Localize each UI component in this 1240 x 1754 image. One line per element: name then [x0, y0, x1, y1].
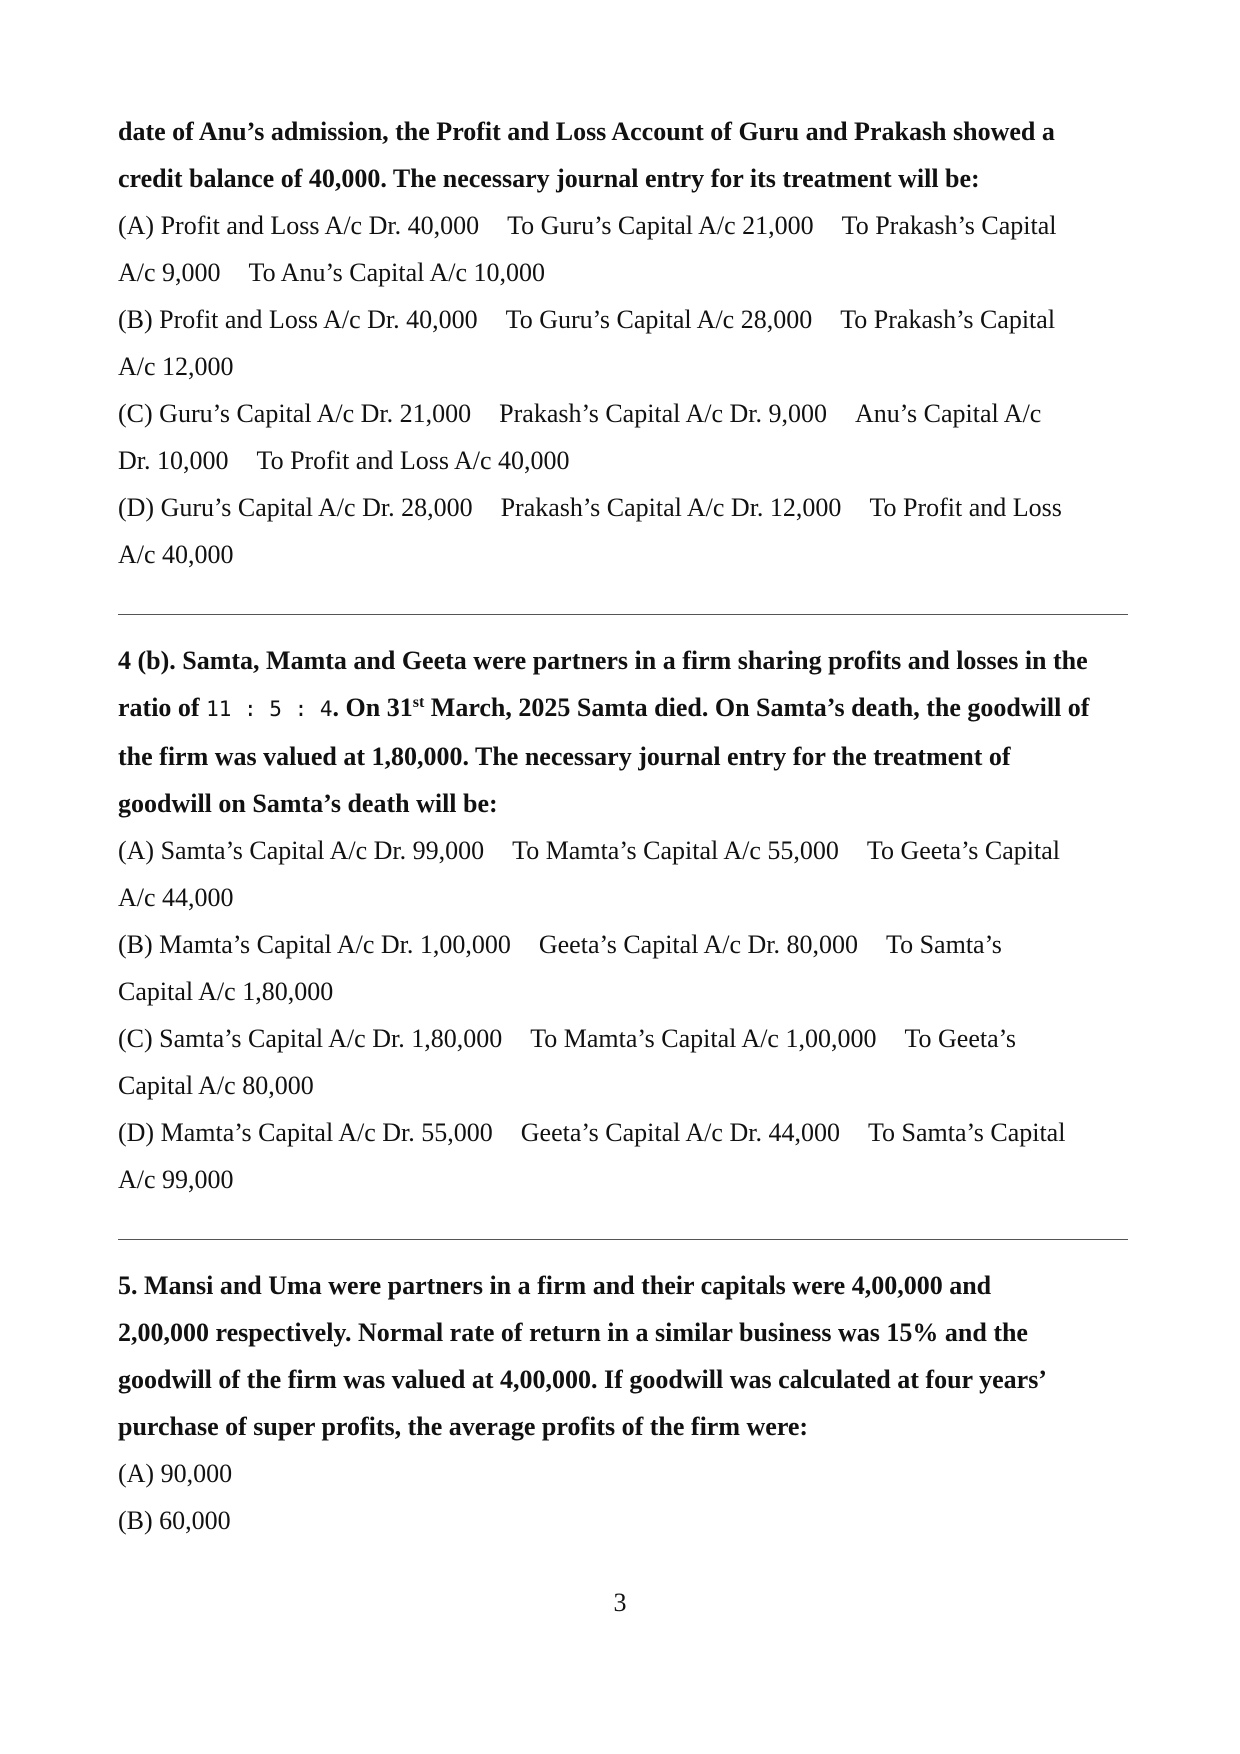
- ordinal-suffix: st: [412, 694, 425, 711]
- option-entry: Capital A/c 1,80,000: [118, 977, 334, 1006]
- option-entry: To Geeta’s Capital: [866, 836, 1061, 865]
- option-d: [118, 1109, 1128, 1156]
- option-entry: Mamta’s Capital A/c Dr. 1,00,000: [159, 930, 511, 959]
- option-entry: Prakash’s Capital A/c Dr. 12,000: [500, 493, 842, 522]
- question-divider: [118, 1239, 1128, 1240]
- option-label: (D): [118, 1118, 155, 1147]
- option-entry: To Prakash’s Capital: [841, 211, 1057, 240]
- option-entry: Guru’s Capital A/c Dr. 21,000: [159, 399, 472, 428]
- question-divider: [118, 614, 1128, 615]
- option-a: [118, 202, 1128, 249]
- question-text-line: purchase of super profits, the average profits of the firm were:: [118, 1412, 809, 1441]
- option-label: (C): [118, 399, 153, 428]
- option-entry: To Guru’s Capital A/c 28,000: [505, 305, 813, 334]
- option-entry: To Mamta’s Capital A/c 55,000: [512, 836, 839, 865]
- option-entry: Guru’s Capital A/c Dr. 28,000: [160, 493, 473, 522]
- question-5: [118, 1262, 1128, 1544]
- option-entry: To Anu’s Capital A/c 10,000: [248, 258, 545, 287]
- option-d-continued: [118, 531, 1128, 578]
- option-label: (A): [118, 1459, 155, 1488]
- option-label: (B): [118, 1506, 153, 1535]
- option-entry: Samta’s Capital A/c Dr. 1,80,000: [159, 1024, 503, 1053]
- question-4b: [118, 637, 1128, 1203]
- option-entry: Anu’s Capital A/c: [855, 399, 1042, 428]
- option-label: (A): [118, 836, 155, 865]
- option-entry: Capital A/c 80,000: [118, 1071, 314, 1100]
- question-3-tail: [118, 108, 1128, 578]
- page-content: [118, 108, 1128, 1544]
- option-entry: Dr. 10,000: [118, 446, 229, 475]
- option-b-continued: [118, 343, 1128, 390]
- option-b: [118, 296, 1128, 343]
- option-entry: To Guru’s Capital A/c 21,000: [507, 211, 814, 240]
- question-text-line: credit balance of 40,000. The necessary journal entry for its treatment will be:: [118, 164, 980, 193]
- option-c-continued: [118, 1062, 1128, 1109]
- option-entry: 60,000: [159, 1506, 231, 1535]
- option-b: [118, 921, 1128, 968]
- option-entry: Samta’s Capital A/c Dr. 99,000: [160, 836, 485, 865]
- option-entry: To Mamta’s Capital A/c 1,00,000: [530, 1024, 877, 1053]
- option-entry: Prakash’s Capital A/c Dr. 9,000: [499, 399, 828, 428]
- option-d: [118, 484, 1128, 531]
- question-text-fragment: . On 31: [332, 693, 413, 722]
- option-entry: Mamta’s Capital A/c Dr. 55,000: [160, 1118, 493, 1147]
- question-text-line: goodwill of the firm was valued at 4,00,000. If goodwill was calculated at four years’: [118, 1365, 1047, 1394]
- question-text-line: 4 (b). Samta, Mamta and Geeta were partners in a firm sharing profits and losses in the: [118, 646, 1088, 675]
- option-a: [118, 827, 1128, 874]
- option-a: [118, 1450, 1128, 1497]
- option-entry: To Profit and Loss A/c 40,000: [256, 446, 570, 475]
- question-text-line: goodwill on Samta’s death will be:: [118, 789, 498, 818]
- question-text-line: 2,00,000 respectively. Normal rate of return in a similar business was 15% and the: [118, 1318, 1028, 1347]
- option-label: (B): [118, 930, 153, 959]
- question-text-fragment: March, 2025 Samta died. On Samta’s death, the goodwill of: [424, 693, 1090, 722]
- option-entry: Profit and Loss A/c Dr. 40,000: [160, 211, 480, 240]
- question-text-line: 5. Mansi and Uma were partners in a firm and their capitals were 4,00,000 and: [118, 1271, 992, 1300]
- option-c: [118, 390, 1128, 437]
- option-b-continued: [118, 968, 1128, 1015]
- option-entry: A/c 9,000: [118, 258, 221, 287]
- option-entry: A/c 12,000: [118, 352, 234, 381]
- option-entry: A/c 44,000: [118, 883, 234, 912]
- option-a-continued: [118, 249, 1128, 296]
- option-c-continued: [118, 437, 1128, 484]
- option-entry: Profit and Loss A/c Dr. 40,000: [159, 305, 478, 334]
- option-entry: To Geeta’s: [904, 1024, 1016, 1053]
- option-label: (D): [118, 493, 155, 522]
- option-entry: To Prakash’s Capital: [840, 305, 1056, 334]
- option-b: [118, 1497, 1128, 1544]
- question-text-line: the firm was valued at 1,80,000. The necessary journal entry for the treatment of: [118, 742, 1011, 771]
- option-a-continued: [118, 874, 1128, 921]
- question-text-line: date of Anu’s admission, the Profit and Loss Account of Guru and Prakash showed a: [118, 117, 1055, 146]
- option-label: (A): [118, 211, 155, 240]
- option-entry: A/c 40,000: [118, 540, 234, 569]
- option-label: (B): [118, 305, 153, 334]
- page-number: 3: [613, 1588, 627, 1617]
- question-text-fragment: ratio of: [118, 693, 207, 722]
- option-entry: Geeta’s Capital A/c Dr. 44,000: [520, 1118, 840, 1147]
- option-entry: To Samta’s Capital: [867, 1118, 1066, 1147]
- ratio-value: 11 : 5 : 4: [206, 697, 333, 721]
- option-entry: Geeta’s Capital A/c Dr. 80,000: [538, 930, 859, 959]
- option-d-continued: [118, 1156, 1128, 1203]
- option-label: (C): [118, 1024, 153, 1053]
- option-entry: 90,000: [160, 1459, 233, 1488]
- option-entry: A/c 99,000: [118, 1165, 234, 1194]
- option-entry: To Samta’s: [886, 930, 1002, 959]
- question-text-line: [118, 684, 1128, 733]
- option-entry: To Profit and Loss: [869, 493, 1062, 522]
- option-c: [118, 1015, 1128, 1062]
